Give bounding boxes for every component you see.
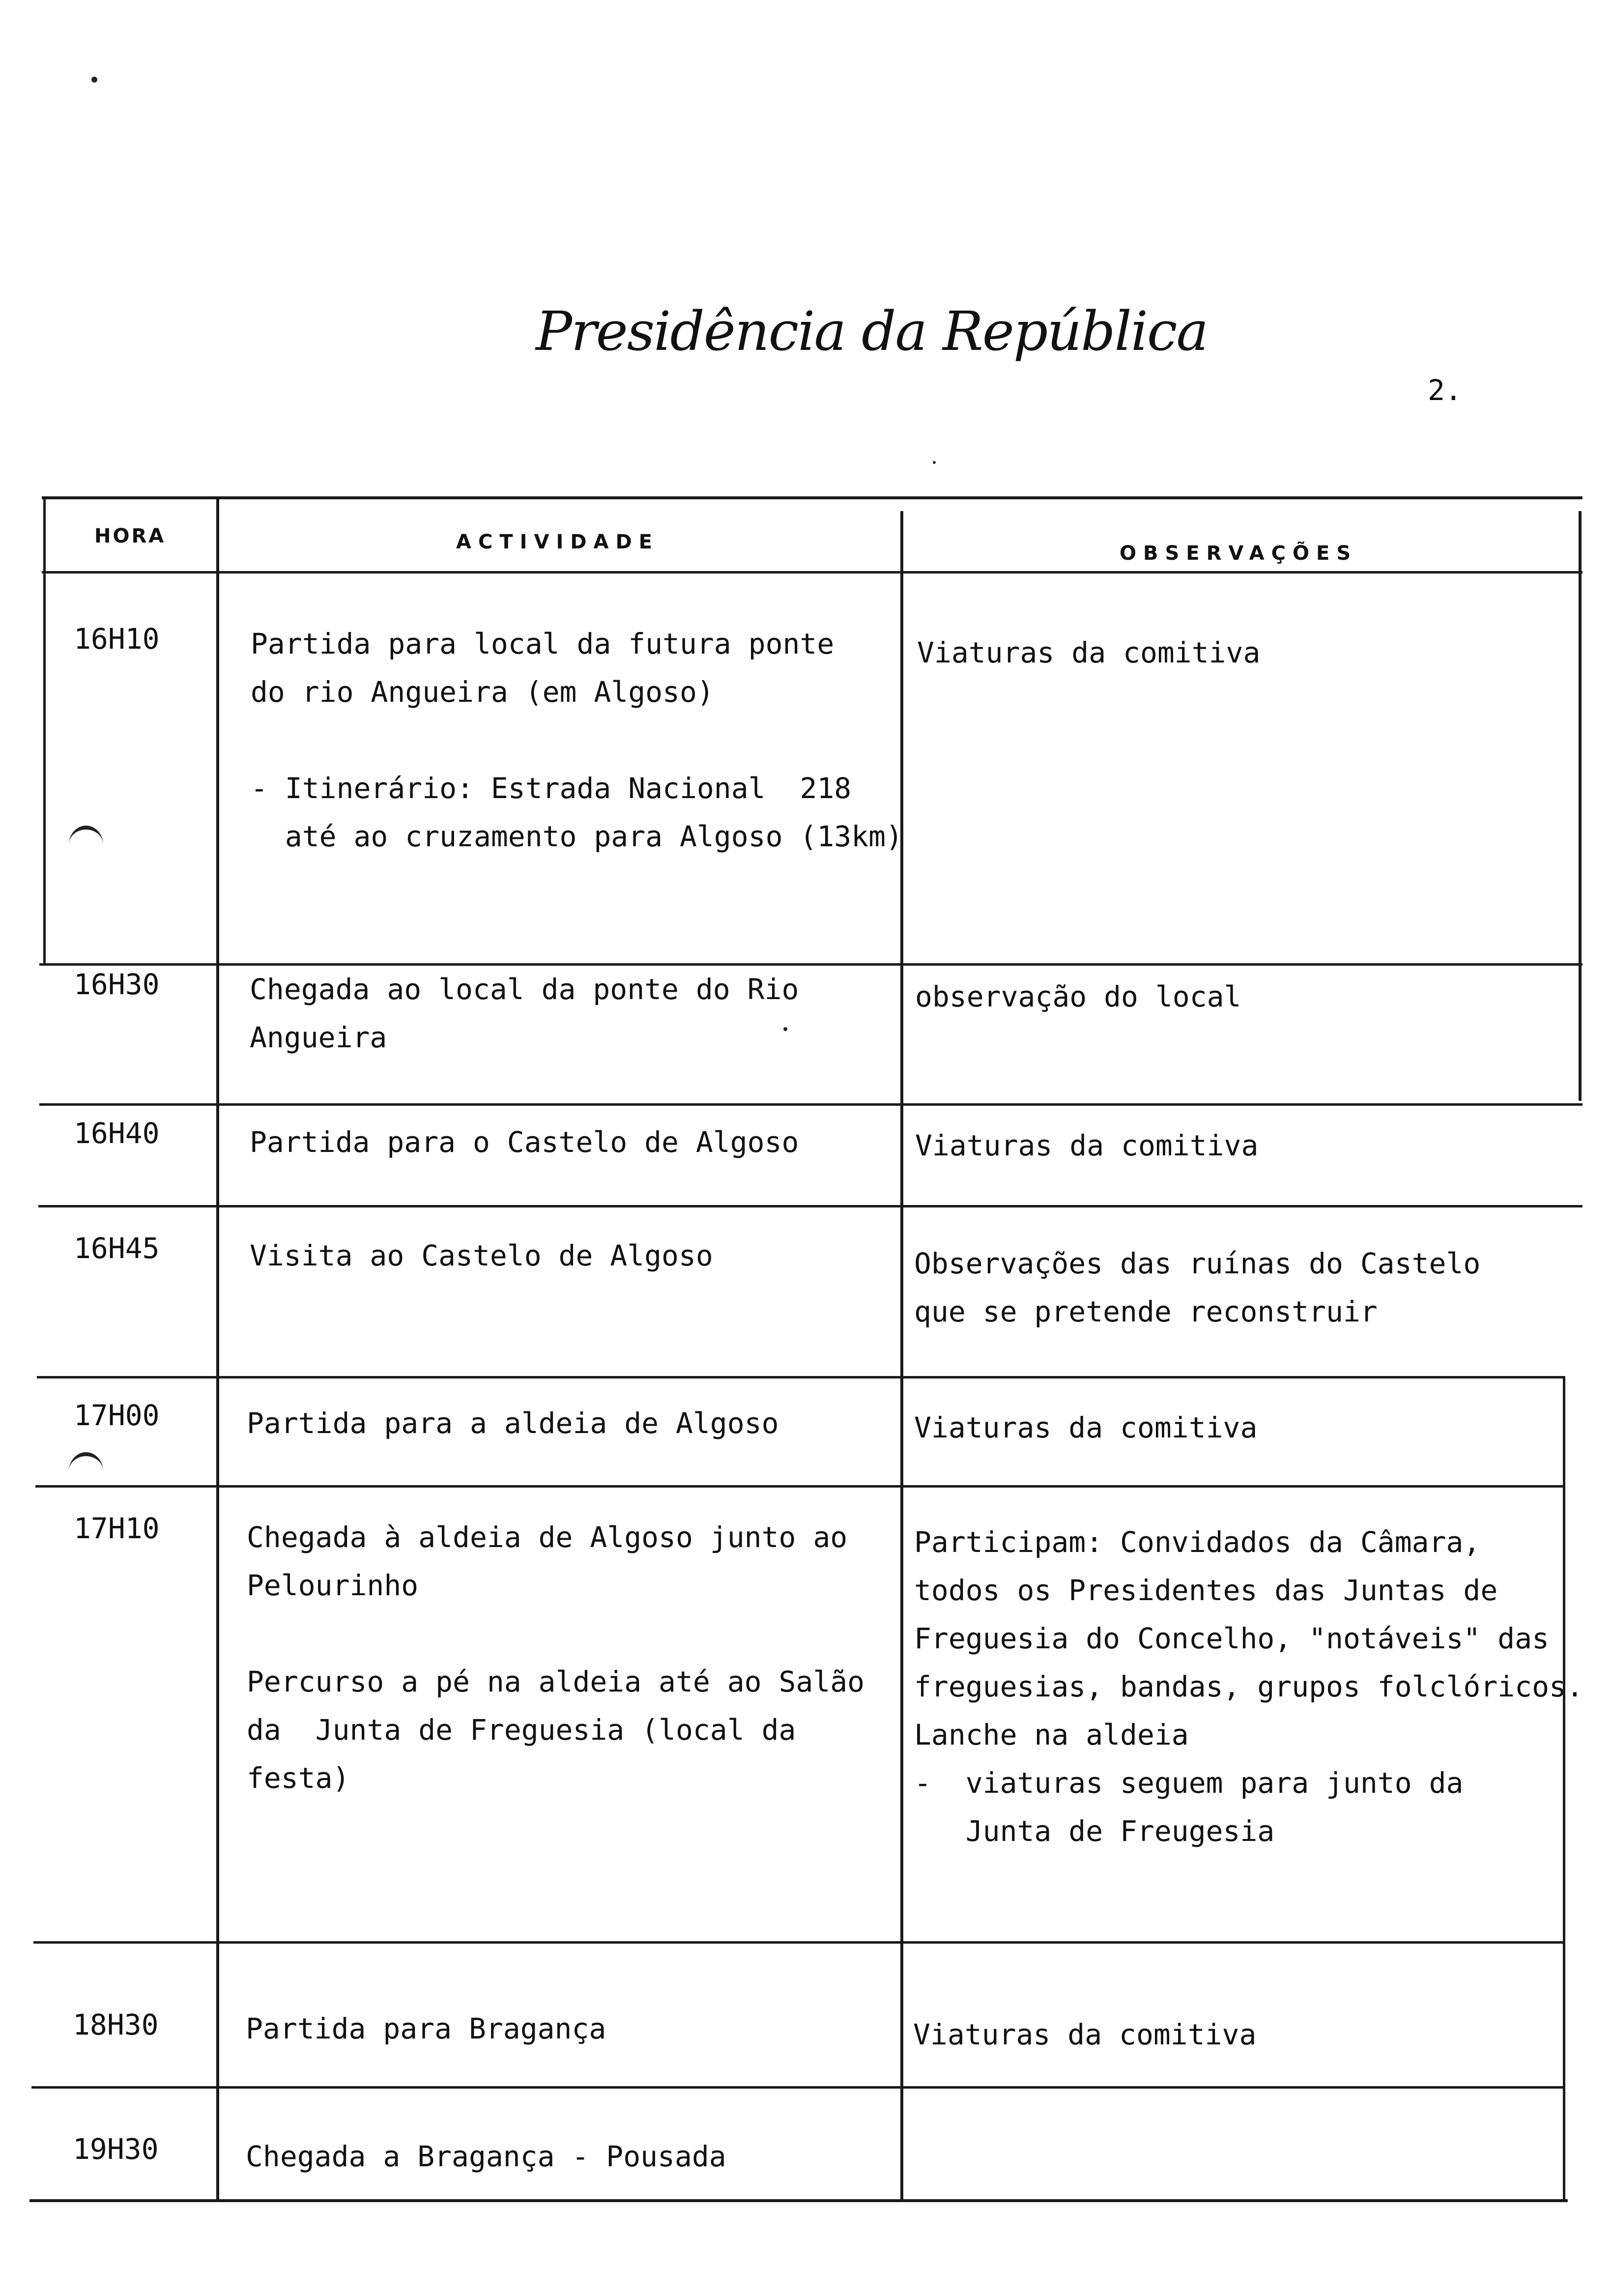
row-observation-line: Junta de Freugesia xyxy=(914,1814,1275,1848)
row-activity-line: Percurso a pé na aldeia até ao Salão xyxy=(247,1665,865,1698)
table-rule xyxy=(43,496,46,963)
row-activity-line: Partida para a aldeia de Algoso xyxy=(247,1406,779,1440)
table-rule xyxy=(29,2199,1568,2202)
row-observation-line: observação do local xyxy=(915,980,1241,1013)
row-observation-line: Observações das ruínas do Castelo xyxy=(914,1247,1481,1280)
letterhead-title: Presidência da República xyxy=(536,300,1208,363)
row-time: 16H40 xyxy=(74,1117,160,1150)
row-activity-line: Angueira xyxy=(250,1021,387,1054)
table-rule xyxy=(900,511,903,2201)
row-observation-line: Participam: Convidados da Câmara, xyxy=(914,1525,1481,1559)
row-observation-line: Freguesia do Concelho, "notáveis" das xyxy=(914,1622,1550,1655)
row-activity-line: Pelourinho xyxy=(247,1569,419,1602)
row-observation-line: Lanche na aldeia xyxy=(914,1718,1189,1751)
row-observation-line: que se pretende reconstruir xyxy=(914,1295,1378,1328)
row-activity-line: Chegada a Bragança - Pousada xyxy=(246,2140,726,2173)
row-activity-line: - Itinerário: Estrada Nacional 218 xyxy=(251,772,852,805)
row-activity-line: festa) xyxy=(247,1761,350,1795)
table-rule xyxy=(42,571,1583,574)
row-observation-line: freguesias, bandas, grupos folclóricos. xyxy=(914,1670,1583,1703)
table-rule xyxy=(31,2086,1565,2089)
row-activity-line: Chegada ao local da ponte do Rio xyxy=(250,973,799,1006)
table-rule xyxy=(1563,1376,1565,2202)
table-rule xyxy=(216,496,219,2201)
row-time: 17H00 xyxy=(74,1399,160,1432)
column-header-actividade: ACTIVIDADE xyxy=(456,531,660,553)
row-activity-line: Visita ao Castelo de Algoso xyxy=(250,1239,713,1272)
table-rule xyxy=(35,1485,1565,1488)
table-rule xyxy=(33,1941,1565,1944)
row-observation-line: Viaturas da comitiva xyxy=(913,2018,1257,2051)
row-observation-line: - viaturas seguem para junto da xyxy=(914,1766,1464,1800)
row-observation-line: Viaturas da comitiva xyxy=(915,1129,1259,1162)
scan-speck xyxy=(91,77,97,83)
scan-speck xyxy=(783,1027,787,1031)
row-activity-line: Chegada à aldeia de Algoso junto ao xyxy=(247,1521,848,1554)
column-header-hora: HORA xyxy=(94,525,166,547)
table-rule xyxy=(42,496,1583,499)
row-time: 16H10 xyxy=(74,622,160,656)
row-time: 17H10 xyxy=(74,1512,160,1545)
row-activity-line: Partida para Bragança xyxy=(246,2012,606,2045)
row-activity-line: Partida para o Castelo de Algoso xyxy=(250,1125,799,1159)
punch-hole-mark xyxy=(69,826,103,864)
row-activity-line: Partida para local da futura ponte xyxy=(251,627,835,660)
scan-speck xyxy=(933,461,936,464)
row-observation-line: Viaturas da comitiva xyxy=(914,1411,1258,1444)
table-rule xyxy=(38,1205,1583,1207)
page-number: 2. xyxy=(1428,373,1462,407)
row-time: 16H45 xyxy=(74,1232,160,1265)
table-rule xyxy=(1579,511,1582,1101)
table-rule xyxy=(37,1376,1565,1378)
row-activity-line: da Junta de Freguesia (local da xyxy=(247,1713,796,1747)
row-time: 16H30 xyxy=(74,968,160,1001)
row-observation-line: todos os Presidentes das Juntas de xyxy=(914,1574,1498,1607)
row-observation-line: Viaturas da comitiva xyxy=(917,636,1261,669)
table-rule xyxy=(39,1103,1583,1106)
row-activity-line: do rio Angueira (em Algoso) xyxy=(251,675,714,709)
column-header-observacoes: OBSERVAÇÕES xyxy=(1120,542,1358,565)
row-time: 18H30 xyxy=(73,2008,159,2041)
row-activity-line: até ao cruzamento para Algoso (13km) xyxy=(251,820,903,853)
row-time: 19H30 xyxy=(73,2132,159,2166)
